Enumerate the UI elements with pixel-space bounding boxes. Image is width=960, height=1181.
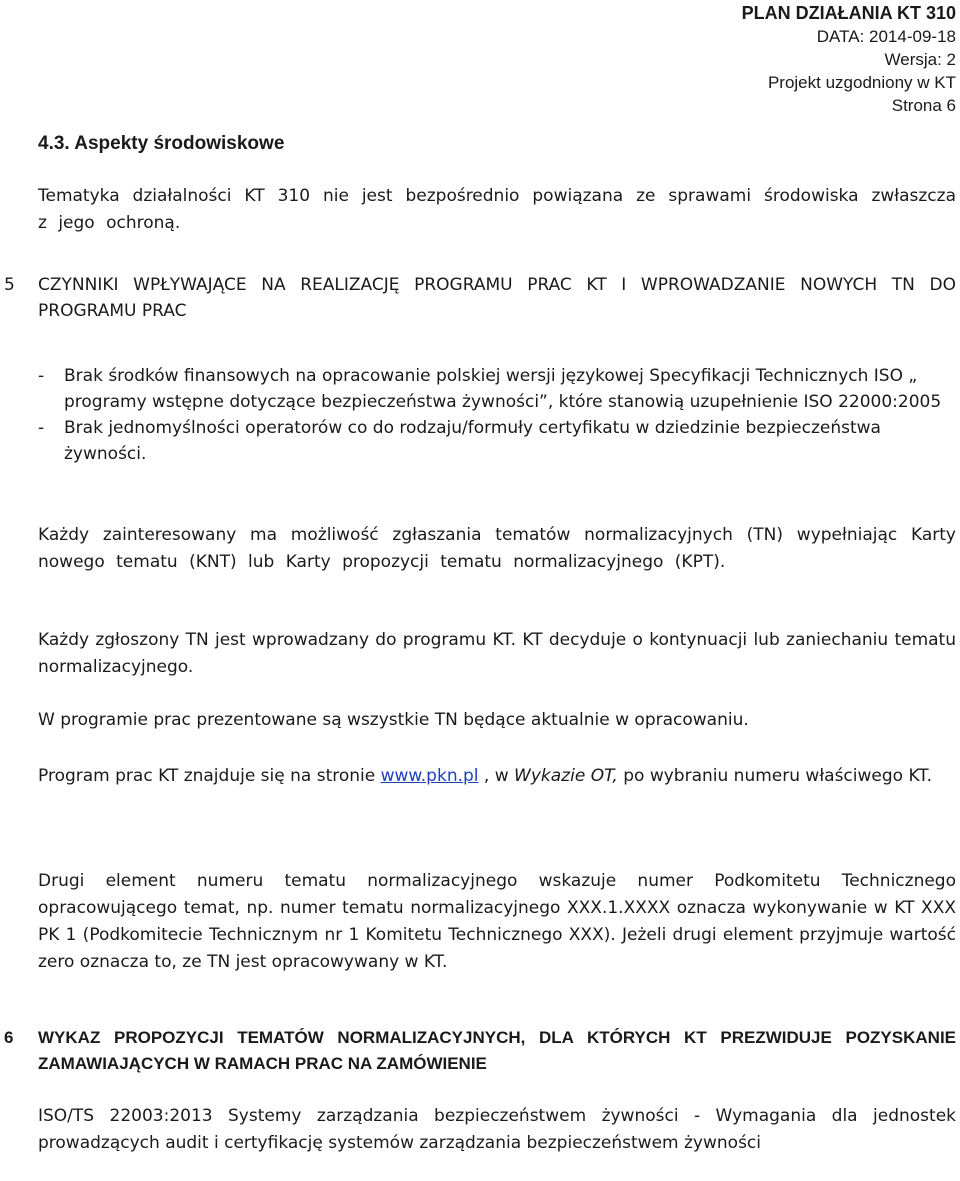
bullet-dash: -: [38, 418, 45, 438]
pkn-link[interactable]: www.pkn.pl: [380, 766, 479, 786]
section-5-heading: [4, 272, 956, 324]
section-6-title: WYKAZ PROPOZYCJI TEMATÓW NORMALIZACYJNYCH, DLA KTÓRYCH KT PREZWIDUJE POZYSKANIE ZAMAWIAJĄCYCH W RAMACH PRAC NA ZAMÓWIENIE: [38, 1028, 956, 1073]
paragraph-text: W programie prac prezentowane są wszystkie TN będące aktualnie w opracowaniu.: [38, 710, 749, 730]
paragraph-text: Każdy zainteresowany ma możliwość zgłaszania tematów normalizacyjnych (TN) wypełniając Karty nowego tematu (KNT) lub Karty propozycji tematu normalizacyjnego (KPT).: [38, 525, 956, 572]
list-item: [38, 415, 956, 467]
plan-title: PLAN DZIAŁANIA KT 310: [741, 3, 956, 23]
section-4-3-text: Tematyka działalności KT 310 nie jest bezpośrednio powiązana ze sprawami środowiska zwłaszcza z jego ochroną.: [38, 186, 956, 233]
paragraph-text: Każdy zgłoszony TN jest wprowadzany do programu KT. KT decyduje o kontynuacji lub zaniechaniu tematu normalizacyjnego.: [38, 630, 956, 677]
page-number: Strona 6: [891, 96, 956, 115]
section-5-paragraph-1: [38, 522, 956, 576]
paragraph-text-part: Program prac KT znajduje się na stronie: [38, 766, 381, 786]
paragraph-text-part: po wybraniu numeru właściwego KT.: [617, 766, 933, 786]
section-5-title: CZYNNIKI WPŁYWAJĄCE NA REALIZACJĘ PROGRAMU PRAC KT I WPROWADZANIE NOWYCH TN DO PROGRAMU PRAC: [38, 275, 956, 321]
section-6-heading: [4, 1025, 956, 1077]
section-5-paragraph-3: [38, 707, 956, 734]
section-5-paragraph-4: [38, 763, 956, 790]
plan-date: DATA: 2014-09-18: [816, 27, 956, 46]
paragraph-text: [38, 763, 956, 790]
section-5-paragraph-5: [38, 868, 956, 976]
section-4-3-body: [38, 183, 956, 237]
paragraph-text: Drugi element numeru tematu normalizacyjnego wskazuje numer Podkomitetu Technicznego opracowującego temat, np. numer tematu normalizacyjnego XXX.1.XXXX oznacza wykonywanie w KT XXX PK 1 (Podkomitecie Technicznym nr 1 Komitetu Technicznego XXX). Jeżeli drugi element przyjmuje wartość zero oznacza to, ze TN jest opracowywany w KT.: [38, 871, 956, 972]
section-6-number: 6: [4, 1028, 14, 1047]
list-item: [38, 363, 956, 415]
bullet-dash: -: [38, 366, 45, 386]
section-5-paragraph-2: [38, 627, 956, 681]
plan-status: Projekt uzgodniony w KT: [767, 73, 956, 92]
section-4-3-title: 4.3. Aspekty środowiskowe: [38, 133, 285, 154]
list-item-text: Brak jednomyślności operatorów co do rodzaju/formuły certyfikatu w dziedzinie bezpieczeństwa żywności.: [64, 418, 881, 464]
wykaz-ot-text: Wykazie OT,: [514, 766, 618, 786]
paragraph-text: ISO/TS 22003:2013 Systemy zarządzania bezpieczeństwem żywności - Wymagania dla jednostek prowadzących audit i certyfikację systemów zarządzania bezpieczeństwem żywności: [38, 1106, 956, 1153]
section-6-body: [38, 1103, 956, 1157]
section-5-bullet-list: [38, 363, 956, 467]
section-5-number: 5: [4, 275, 15, 295]
list-item-text: Brak środków finansowych na opracowanie polskiej wersji językowej Specyfikacji Technicznych ISO „ programy wstępne dotyczące bezpieczeństwa żywności”, które stanowią uzupełnienie ISO 22000:2005: [64, 366, 942, 412]
plan-version: Wersja: 2: [884, 50, 956, 69]
paragraph-text-part: , w: [478, 766, 515, 786]
page-header: [556, 2, 956, 117]
